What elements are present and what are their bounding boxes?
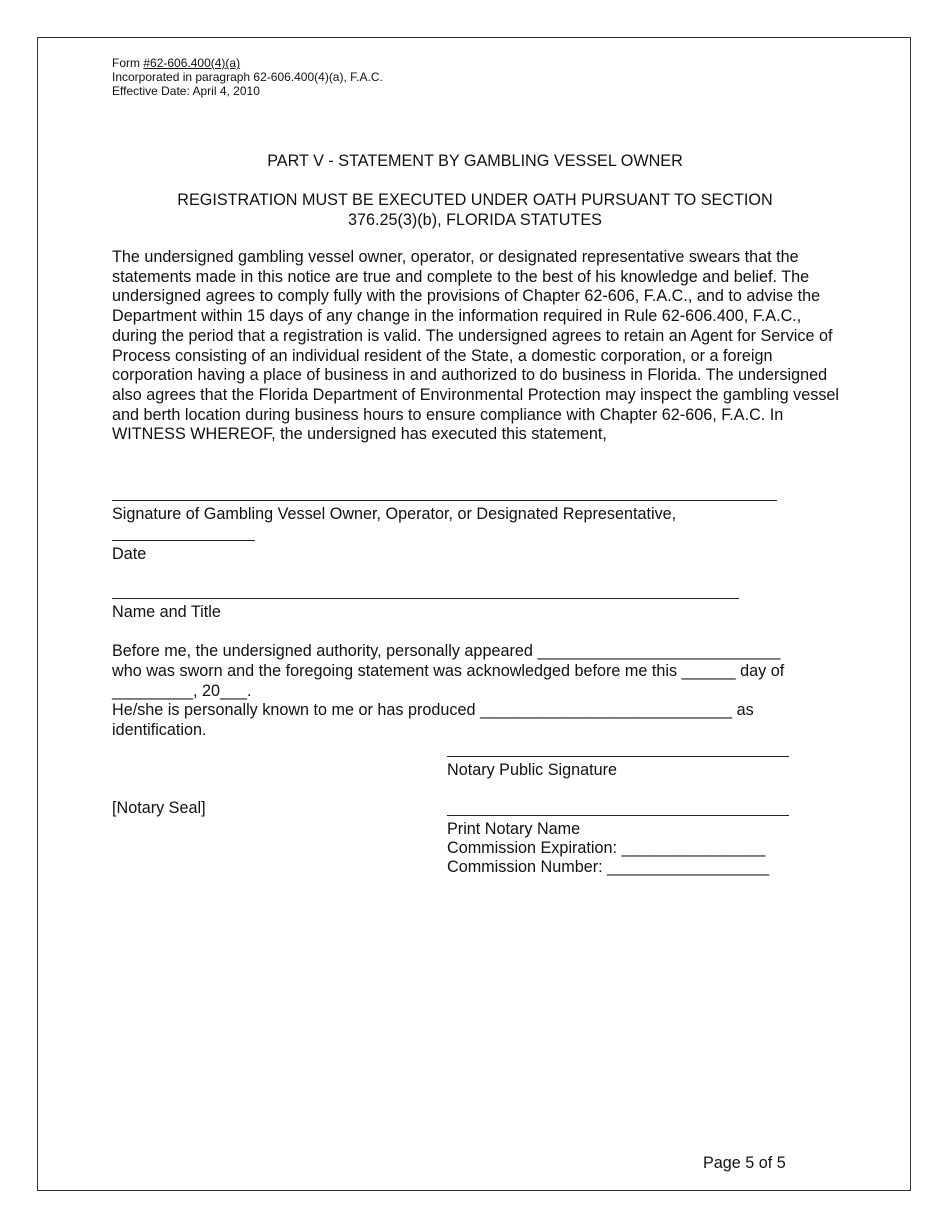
incorporated-line: Incorporated in paragraph 62-606.400(4)(a), F.A.C. [112, 70, 383, 84]
form-number-line [112, 57, 240, 70]
part-title: PART V - STATEMENT BY GAMBLING VESSEL OWNER [267, 152, 683, 170]
signature-label: Signature of Gambling Vessel Owner, Operator, or Designated Representative, [112, 505, 677, 523]
effective-date: Effective Date: April 4, 2010 [112, 84, 260, 98]
notary-identification-line: He/she is personally known to me or has produced ____________________________ as [112, 701, 754, 719]
statement-paragraph: The undersigned gambling vessel owner, operator, or designated representative swears that the statements made in this notice are true and complete to the best of his knowledge and belief. The undersigned agrees to comply fully with the provisions of Chapter 62-606, F.A.C., and to advise the Department within 15 days of any change in the information required in Rule 62-606.400, F.A.C., during the period that a registration is valid. The undersigned agrees to retain an Agent for Service of Process consisting of an individual resident of the State, a domestic corporation, or a foreign corporation having a place of business in and authorized to do business in Florida. The undersigned also agrees that the Florida Department of Environmental Protection may inspect the gambling vessel and berth location during business hours to ensure compliance with Chapter 62-606, F.A.C. In WITNESS WHEREOF, the undersigned has executed this statement, [112, 248, 840, 444]
notary-seal-label: [Notary Seal] [112, 799, 206, 817]
date-label: Date [112, 545, 147, 563]
notary-appeared-line: Before me, the undersigned authority, personally appeared ___________________________ [112, 642, 781, 660]
notary-identification-word: identification. [112, 721, 207, 739]
notary-signature-line [447, 756, 789, 757]
signature-line [112, 500, 777, 501]
oath-title-line1: REGISTRATION MUST BE EXECUTED UNDER OATH PURSUANT TO SECTION [177, 191, 773, 209]
page-number: Page 5 of 5 [703, 1154, 786, 1172]
notary-name-line [447, 815, 789, 816]
oath-title-line2: 376.25(3)(b), FLORIDA STATUTES [348, 211, 602, 229]
commission-number: Commission Number: __________________ [447, 858, 770, 876]
name-title-label: Name and Title [112, 603, 221, 621]
commission-expiration: Commission Expiration: ________________ [447, 839, 766, 857]
form-prefix: Form [112, 56, 144, 70]
print-notary-name-label: Print Notary Name [447, 820, 581, 838]
notary-date-line: _________, 20___. [112, 682, 252, 700]
name-title-line [112, 598, 739, 599]
notary-signature-label: Notary Public Signature [447, 761, 618, 779]
date-line [112, 540, 255, 541]
notary-sworn-line: who was sworn and the foregoing statement was acknowledged before me this ______ day of [112, 662, 785, 680]
form-number-link[interactable]: #62-606.400(4)(a) [143, 56, 241, 70]
